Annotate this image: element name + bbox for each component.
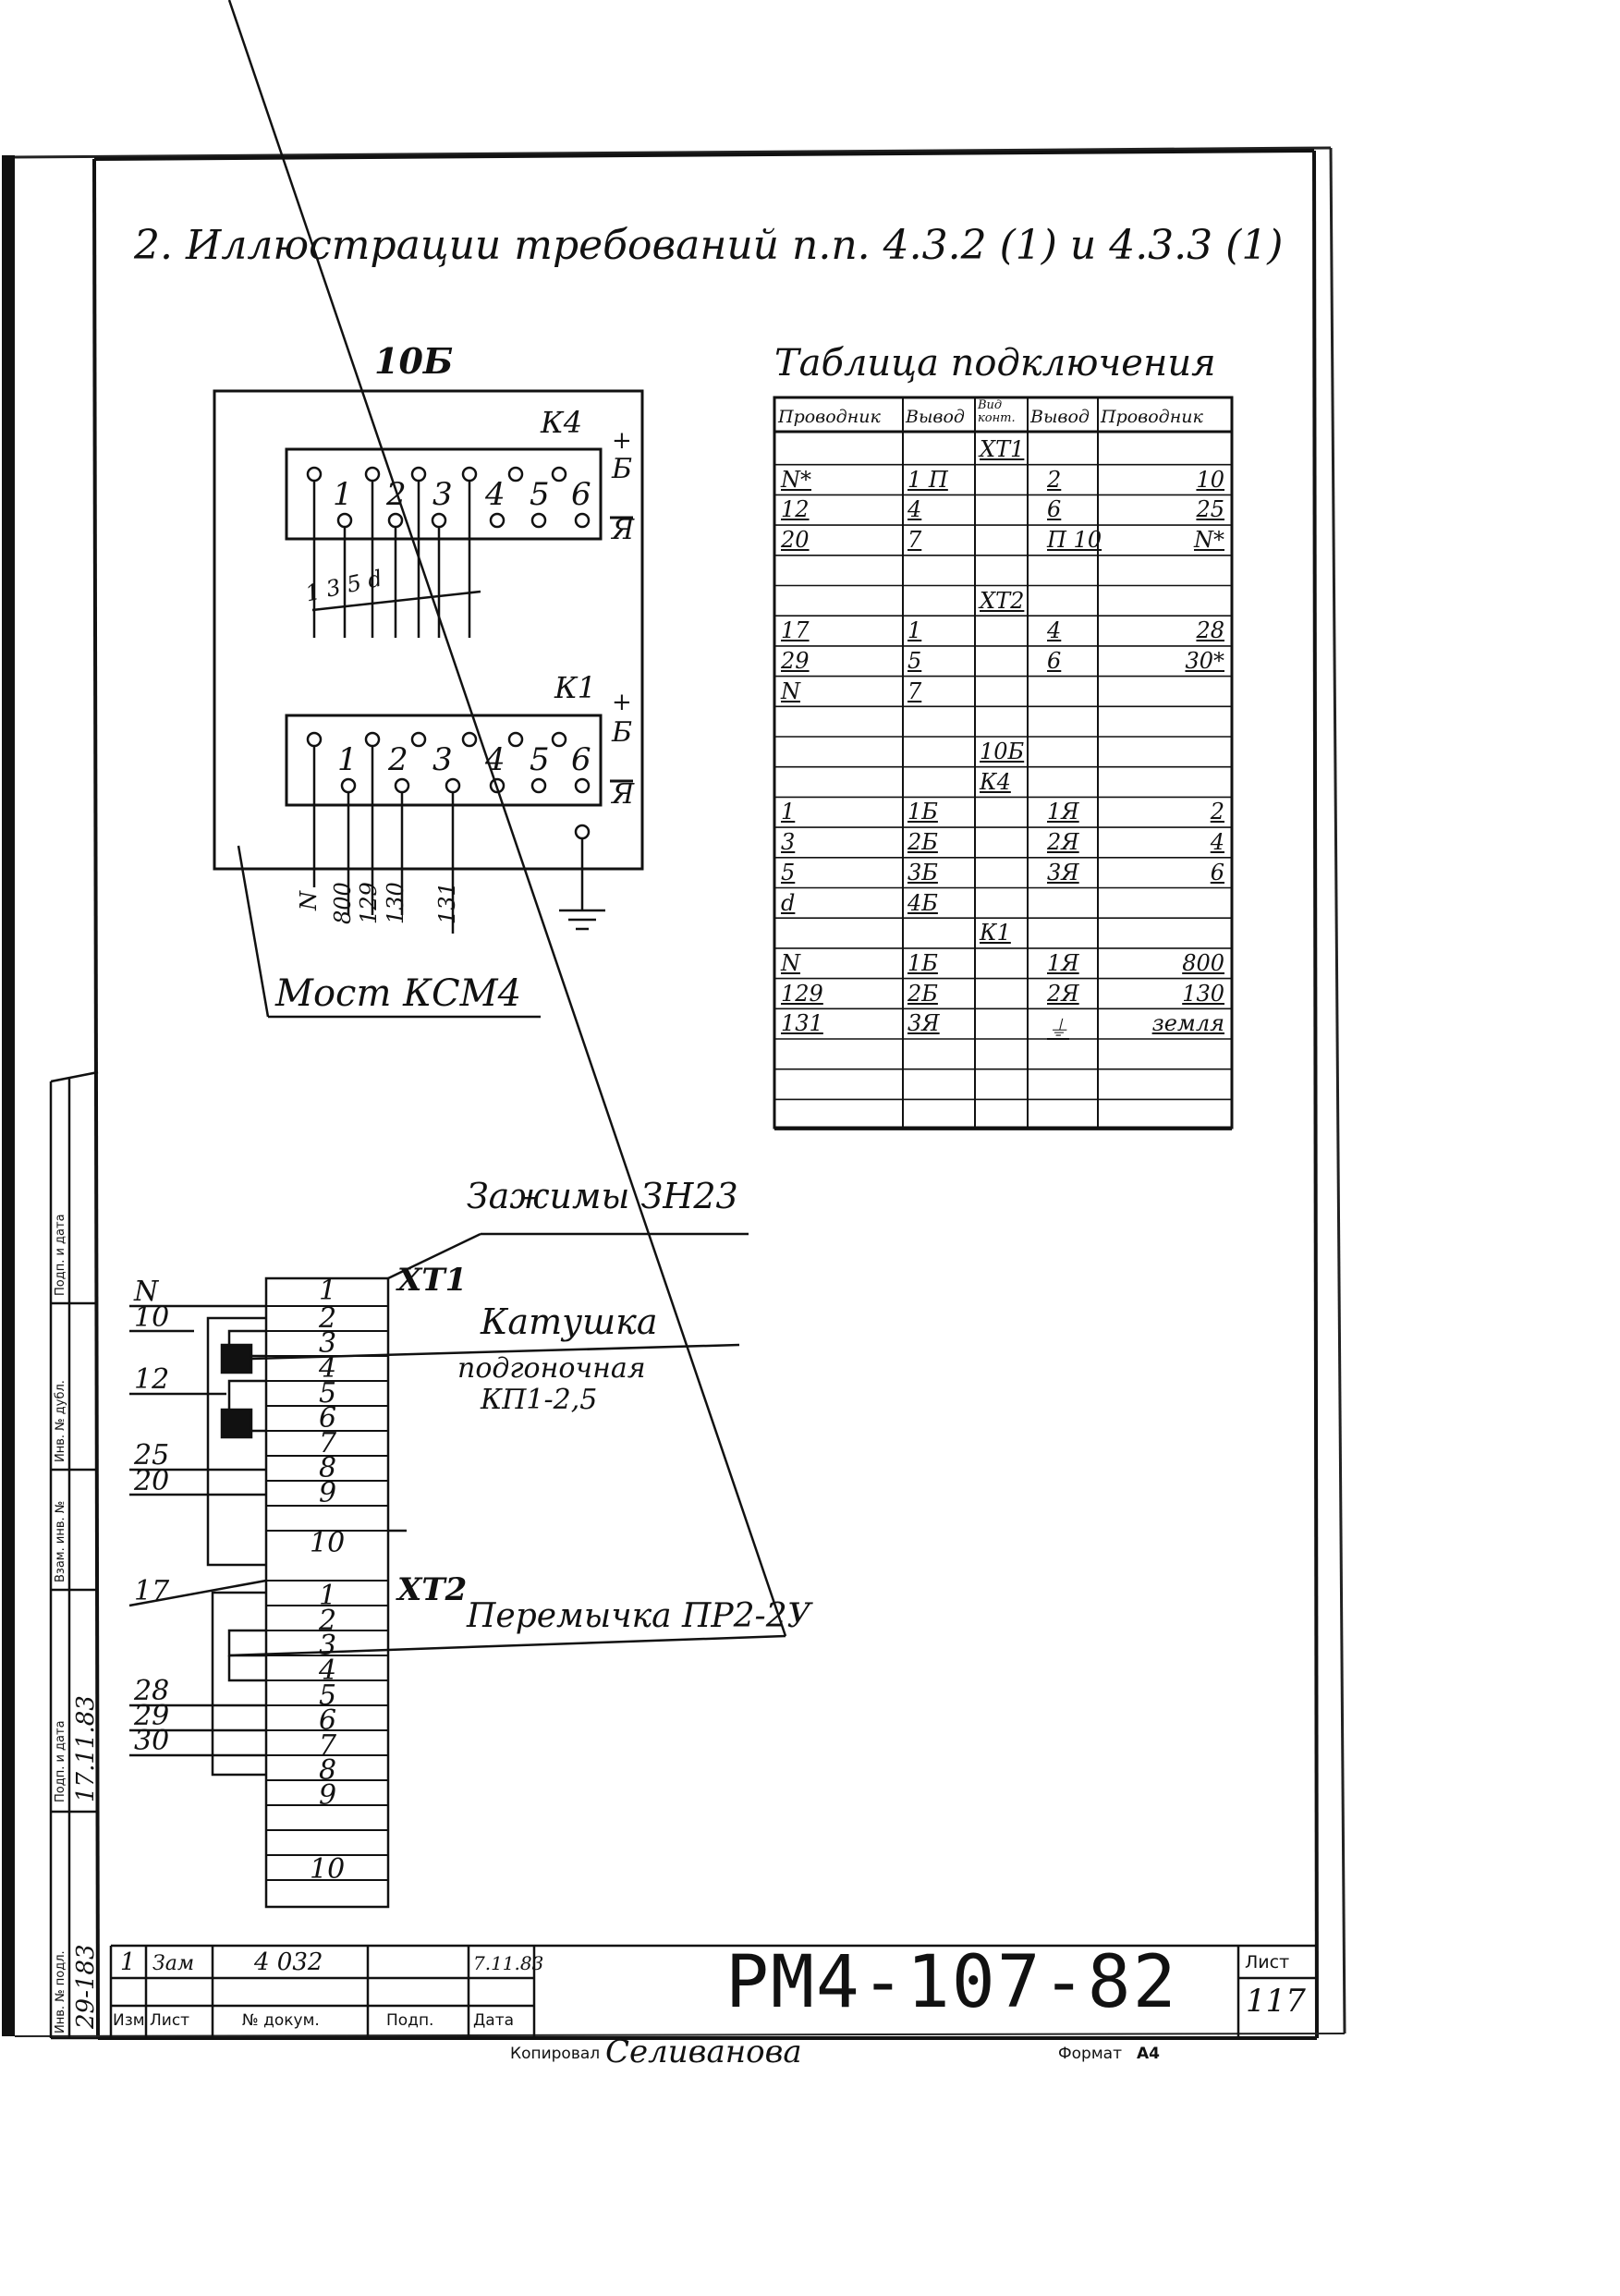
- table-cell: 12: [781, 496, 810, 523]
- table-cell: 3: [781, 829, 796, 856]
- table-cell: 5: [907, 647, 922, 674]
- stamp-col-date: Дата: [473, 2011, 515, 2030]
- table-header-conductor-1: Проводник: [778, 407, 881, 427]
- wire-12: 12: [134, 1363, 170, 1396]
- xt1-label: ХТ1: [397, 1262, 468, 1299]
- xt2-terminal-number: 8: [319, 1754, 337, 1787]
- k4-b-label: Б: [612, 453, 633, 485]
- table-cell: 130: [1182, 980, 1224, 1007]
- table-cell: 3Б: [907, 859, 938, 885]
- side-value-inv-podl: 29-183: [72, 1944, 100, 2029]
- table-cell: 30*: [1185, 647, 1224, 674]
- table-cell: N: [781, 678, 800, 704]
- k4-plus-label: +: [612, 427, 632, 455]
- document-code: РМ4-107-82: [725, 1941, 1178, 2024]
- table-cell: 4: [1210, 829, 1224, 856]
- terminals-title: Зажимы ЗН23: [467, 1176, 738, 1216]
- xt2-terminal-number: 1: [319, 1580, 337, 1612]
- table-cell: 2: [1210, 799, 1224, 825]
- wire-29: 29: [134, 1700, 170, 1732]
- table-cell: 800: [1182, 949, 1224, 976]
- table-cell: d: [781, 889, 796, 916]
- k1-pin-6: 6: [571, 741, 591, 778]
- table-cell: 1: [907, 617, 922, 644]
- side-label-podp-data-1: Подп. и дата: [54, 1720, 67, 1802]
- side-value-date: 17.11.83: [72, 1695, 100, 1802]
- k1-pin-3: 3: [432, 741, 453, 778]
- table-cell: К1: [980, 920, 1011, 946]
- table-cell: 1Б: [907, 949, 938, 976]
- table-cell: 28: [1196, 617, 1224, 644]
- table-header-conductor-2: Проводник: [1101, 407, 1203, 427]
- table-cell: 2Б: [907, 980, 938, 1007]
- stamp-rev-change: Зам: [152, 1952, 195, 1975]
- bridge-caption: Мост КСМ4: [275, 972, 522, 1015]
- table-cell: 1 П: [907, 466, 948, 493]
- k1-plus-label: +: [612, 689, 632, 716]
- k1-a-label: Я: [612, 778, 635, 811]
- xt1-terminal-number: 5: [319, 1377, 337, 1410]
- table-cell: ⏚: [1047, 1016, 1069, 1043]
- wire-10: 10: [134, 1301, 170, 1334]
- table-cell: 3Я: [907, 1010, 940, 1037]
- coil-label-3: КП1-2,5: [481, 1384, 598, 1416]
- table-cell: 1Я: [1047, 799, 1079, 825]
- table-cell: 10: [1196, 466, 1224, 493]
- bridge-label: 10Б: [374, 340, 454, 382]
- table-cell: N*: [781, 466, 811, 493]
- k1-b-label: Б: [612, 716, 633, 749]
- xt2-terminal-number: 5: [319, 1679, 337, 1712]
- page-heading: 2. Иллюстрации требований п.п. 4.3.2 (1) и 4.3.3 (1): [134, 222, 1284, 269]
- side-label-inv-podl: Инв. № подл.: [54, 1950, 67, 2033]
- xt1-terminal-number: 8: [319, 1452, 337, 1484]
- xt2-terminal-number: 6: [319, 1704, 337, 1737]
- table-cell: 1: [781, 799, 796, 825]
- k1-pin-4: 4: [485, 741, 505, 778]
- stamp-rev: 1: [120, 1948, 136, 1976]
- xt2-terminal-number: 3: [319, 1630, 337, 1662]
- xt2-terminal-number: 9: [319, 1779, 337, 1812]
- wire-20: 20: [134, 1465, 170, 1497]
- table-cell: 20: [781, 527, 810, 554]
- k1-wire-129: 129: [356, 882, 382, 924]
- copied-by-name: Селиванова: [605, 2033, 802, 2070]
- table-cell: 2Я: [1047, 980, 1079, 1007]
- table-cell: П 10: [1047, 527, 1102, 554]
- xt1-terminal-number: 2: [319, 1302, 337, 1335]
- wire-28: 28: [134, 1675, 170, 1707]
- table-cell: К4: [980, 768, 1011, 795]
- k1-pin-2: 2: [388, 741, 408, 778]
- format-label: Формат: [1058, 2045, 1122, 2063]
- table-cell: 131: [781, 1010, 823, 1037]
- k4-pin-5: 5: [530, 476, 550, 513]
- table-cell: 6: [1047, 496, 1062, 523]
- table-cell: 17: [781, 617, 810, 644]
- wire-17: 17: [134, 1575, 170, 1607]
- table-cell: 2Б: [907, 829, 938, 856]
- side-label-inv-dubl: Инв. № дубл.: [54, 1380, 67, 1462]
- k1-pin-5: 5: [530, 741, 550, 778]
- stamp-rev-date: 7.11.83: [473, 1952, 544, 1974]
- stamp-sheet-label: Лист: [1245, 1952, 1290, 1972]
- table-cell: 2: [1047, 466, 1062, 493]
- k1-wire-800: 800: [330, 882, 356, 924]
- table-title: Таблица подключения: [774, 342, 1216, 385]
- table-header-pin-1: Вывод: [906, 407, 965, 427]
- table-cell: 4: [1047, 617, 1062, 644]
- stamp-sheet-number: 117: [1246, 1983, 1306, 2020]
- table-cell: 1Я: [1047, 949, 1079, 976]
- k1-wire-131: 131: [434, 882, 460, 924]
- k4-a-label: Я: [612, 514, 635, 546]
- stamp-rev-doc: 4 032: [254, 1948, 323, 1976]
- stamp-col-doc: № докум.: [242, 2011, 320, 2030]
- k1-wire-n: N: [296, 891, 322, 910]
- table-cell: ХТ1: [980, 436, 1025, 462]
- table-header-contact-type: Вид конт.: [978, 398, 1016, 425]
- table-cell: ХТ2: [980, 587, 1025, 614]
- k4-pin-1: 1: [333, 476, 353, 513]
- k4-pin-3: 3: [432, 476, 453, 513]
- table-cell: 10Б: [980, 739, 1025, 764]
- xt1-terminal-number: 10: [310, 1527, 346, 1559]
- xt2-label: ХТ2: [397, 1571, 468, 1608]
- k4-pin-2: 2: [386, 476, 407, 513]
- jumper-label: Перемычка ПР2-2У: [467, 1597, 811, 1635]
- wire-30: 30: [134, 1725, 170, 1757]
- table-cell: 129: [781, 980, 823, 1007]
- connector-k1-label: К1: [554, 670, 597, 705]
- xt2-terminal-number: 2: [319, 1605, 337, 1637]
- stamp-col-izm: Изм: [113, 2011, 145, 2030]
- xt1-terminal-number: 3: [319, 1327, 337, 1360]
- stamp-col-list: Лист: [150, 2011, 190, 2030]
- table-cell: 4: [907, 496, 922, 523]
- table-cell: N*: [1194, 527, 1224, 554]
- k4-pin-4: 4: [485, 476, 505, 513]
- table-cell: 6: [1210, 859, 1224, 885]
- table-cell: земля: [1151, 1010, 1224, 1037]
- table-header-pin-2: Вывод: [1030, 407, 1090, 427]
- xt2-terminal-number: 10: [310, 1853, 346, 1886]
- xt1-terminal-number: 6: [319, 1402, 337, 1435]
- xt1-terminal-number: 1: [319, 1275, 337, 1307]
- coil-label-2: подгоночная: [457, 1352, 646, 1385]
- table-cell: 25: [1196, 496, 1224, 523]
- table-cell: 4Б: [907, 889, 938, 916]
- table-cell: 1Б: [907, 799, 938, 825]
- stamp-col-sign: Подп.: [386, 2011, 434, 2030]
- side-label-podp-data-2: Подп. и дата: [54, 1214, 67, 1296]
- table-cell: N: [781, 949, 800, 976]
- side-label-vzam-inv: Взам. инв. №: [54, 1500, 67, 1582]
- wire-n: N: [134, 1276, 159, 1308]
- wire-25: 25: [134, 1439, 170, 1472]
- xt1-terminal-number: 7: [319, 1427, 337, 1459]
- table-cell: 29: [781, 647, 810, 674]
- table-cell: 7: [907, 678, 922, 704]
- xt2-terminal-number: 4: [319, 1655, 337, 1687]
- table-cell: 2Я: [1047, 829, 1079, 856]
- k4-pin-6: 6: [571, 476, 591, 513]
- table-cell: 3Я: [1047, 859, 1079, 885]
- xt2-terminal-number: 7: [319, 1729, 337, 1762]
- copied-by-label: Копировал: [510, 2045, 601, 2063]
- table-cell: 6: [1047, 647, 1062, 674]
- xt1-terminal-number: 4: [319, 1352, 337, 1385]
- format-value: А4: [1137, 2045, 1160, 2063]
- k1-wire-130: 130: [383, 882, 408, 924]
- k4-wire-labels: 1 3 5 d: [303, 565, 385, 607]
- xt1-terminal-number: 9: [319, 1477, 337, 1509]
- table-cell: 5: [781, 859, 796, 885]
- k1-pin-1: 1: [337, 741, 358, 778]
- coil-label: Катушка: [481, 1301, 658, 1342]
- connector-k4-label: К4: [541, 405, 583, 440]
- table-cell: 7: [907, 527, 922, 554]
